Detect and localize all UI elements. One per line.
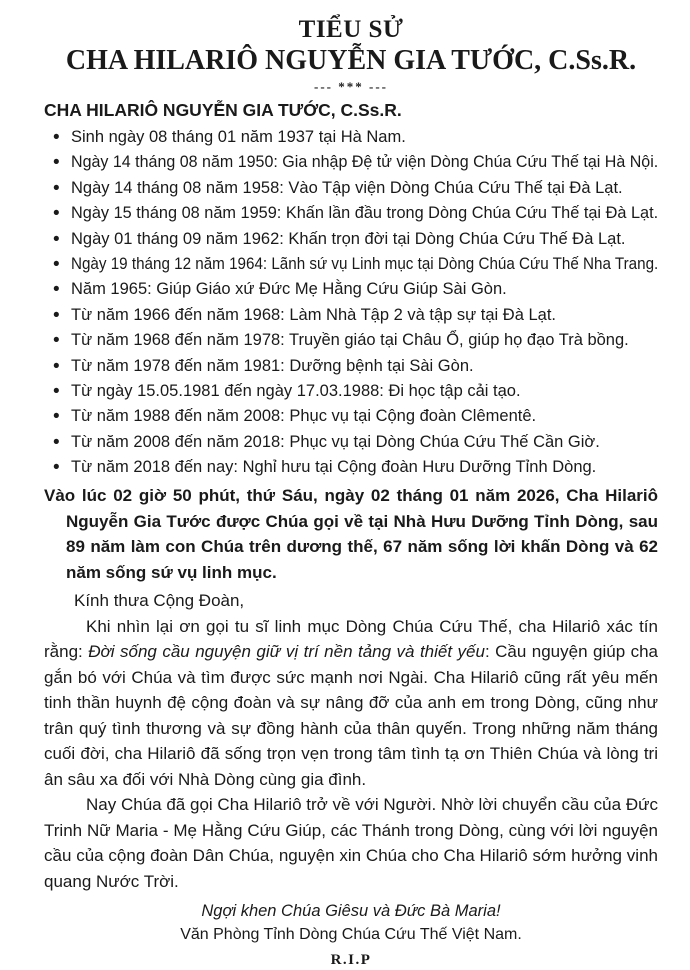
timeline-item xyxy=(44,430,658,455)
document-footer xyxy=(44,900,658,970)
timeline-item xyxy=(44,252,658,277)
timeline-item-text: • Từ năm 2018 đến nay: Nghỉ hưu tại Cộng đoàn Hưu Dưỡng Tỉnh Dòng. xyxy=(71,458,597,477)
praise-line: Ngợi khen Chúa Giêsu và Đức Bà Maria! xyxy=(201,902,501,921)
reflection-rest: : Cầu nguyện giúp cha gắn bó với Chúa và tìm được sức mạnh nơi Ngài. Cha Hilariô cũng rất yêu mến tinh thần huynh đệ cộng đoàn và sự nâng đỡ của anh em trong Dòng, cũng như trân quý tình thương và sự đồng hành của thân quyến. Trong những năm tháng cuối đời, cha Hilariô đã sống trọn vẹn trong tâm tình tạ ơn Thiên Chúa và lòng tri ân sâu xa đối với Nhà Dòng cùng gia đình. xyxy=(44,642,659,789)
timeline-item-text: • Từ năm 1988 đến năm 2008: Phục vụ tại Cộng đoàn Clêmentê. xyxy=(71,407,537,426)
timeline-item-text: • Ngày 14 tháng 08 năm 1950: Gia nhập Đệ tử viện Dòng Chúa Cứu Thế tại Hà Nội. xyxy=(71,153,659,172)
timeline-item-text: • Ngày 19 tháng 12 năm 1964: Lãnh sứ vụ Linh mục tại Dòng Chúa Cứu Thế Nha Trang. xyxy=(71,254,659,273)
timeline-item-text: • Từ năm 1966 đến năm 1968: Làm Nhà Tập 2 và tập sự tại Đà Lạt. xyxy=(71,305,556,324)
salutation: Kính thưa Cộng Đoàn, xyxy=(74,591,245,611)
timeline-item xyxy=(44,379,658,404)
timeline-item xyxy=(44,176,658,201)
timeline-item xyxy=(44,125,658,150)
timeline-item xyxy=(44,455,658,480)
reflection-quote: Đời sống cầu nguyện giữ vị trí nền tảng và thiết yếu xyxy=(88,642,485,662)
timeline-item-text: • Từ ngày 15.05.1981 đến ngày 17.03.1988: Đi học tập cải tạo. xyxy=(71,381,521,400)
timeline-item xyxy=(44,303,658,328)
timeline-item xyxy=(44,354,658,379)
closing-paragraph: Nay Chúa đã gọi Cha Hilariô trở về với Người. Nhờ lời chuyển cầu của Đức Trinh Nữ Maria - Mẹ Hằng Cứu Giúp, các Thánh trong Dòng, cùng với lời nguyện cầu của cộng đoàn Dân Chúa, nguyện xin Chúa cho Cha Hilariô sớm hưởng vinh quang Nước Trời. xyxy=(44,795,658,891)
document-subtitle: CHA HILARIÔ NGUYỄN GIA TƯỚC, C.Ss.R. xyxy=(65,45,637,76)
timeline-item-text: • Ngày 15 tháng 08 năm 1959: Khấn lần đầu trong Dòng Chúa Cứu Thế tại Đà Lạt. xyxy=(71,204,659,223)
biography-timeline xyxy=(44,125,658,480)
reflection-paragraph xyxy=(44,614,658,793)
timeline-item-text: • Từ năm 1968 đến năm 1978: Truyền giáo tại Châu Ổ, giúp họ đạo Trà bồng. xyxy=(71,331,629,350)
timeline-item-text: • Từ năm 1978 đến năm 1981: Dưỡng bệnh tại Sài Gòn. xyxy=(71,356,474,375)
death-announcement: Vào lúc 02 giờ 50 phút, thứ Sáu, ngày 02 tháng 01 năm 2026, Cha Hilariô Nguyễn Gia Tước được Chúa gọi về tại Nhà Hưu Dưỡng Tỉnh Dòng, sau 89 năm làm con Chúa trên dương thế, 67 năm sống lời khấn Dòng và 62 năm sống sứ vụ linh mục. xyxy=(44,486,658,582)
office-line: Văn Phòng Tỉnh Dòng Chúa Cứu Thế Việt Nam. xyxy=(180,926,522,944)
reflection-lead: Khi nhìn lại ơn gọi tu sĩ linh mục Dòng Chúa Cứu Thế, cha Hilariô xác tín rằng: xyxy=(44,616,658,662)
timeline-item xyxy=(44,404,658,429)
timeline-item-text: • Ngày 14 tháng 08 năm 1958: Vào Tập viện Dòng Chúa Cứu Thế tại Đà Lạt. xyxy=(71,178,623,197)
timeline-item xyxy=(44,150,658,175)
timeline-item xyxy=(44,277,658,302)
ornamental-divider: --- *** --- xyxy=(314,79,388,94)
rip-line: R.I.P xyxy=(330,952,372,969)
timeline-item-text: • Năm 1965: Giúp Giáo xứ Đức Mẹ Hằng Cứu Giúp Sài Gòn. xyxy=(71,280,507,299)
subject-heading: CHA HILARIÔ NGUYỄN GIA TƯỚC, C.Ss.R. xyxy=(44,100,402,120)
timeline-item-text: • Ngày 01 tháng 09 năm 1962: Khấn trọn đời tại Dòng Chúa Cứu Thế Đà Lạt. xyxy=(71,229,626,248)
document-title: TIỂU SỬ xyxy=(298,16,404,43)
timeline-item xyxy=(44,201,658,226)
timeline-item xyxy=(44,227,658,252)
timeline-item-text: • Sinh ngày 08 tháng 01 năm 1937 tại Hà Nam. xyxy=(71,128,406,146)
timeline-item-text: • Từ năm 2008 đến năm 2018: Phục vụ tại Dòng Chúa Cứu Thế Cần Giờ. xyxy=(71,432,600,451)
timeline-item xyxy=(44,328,658,353)
